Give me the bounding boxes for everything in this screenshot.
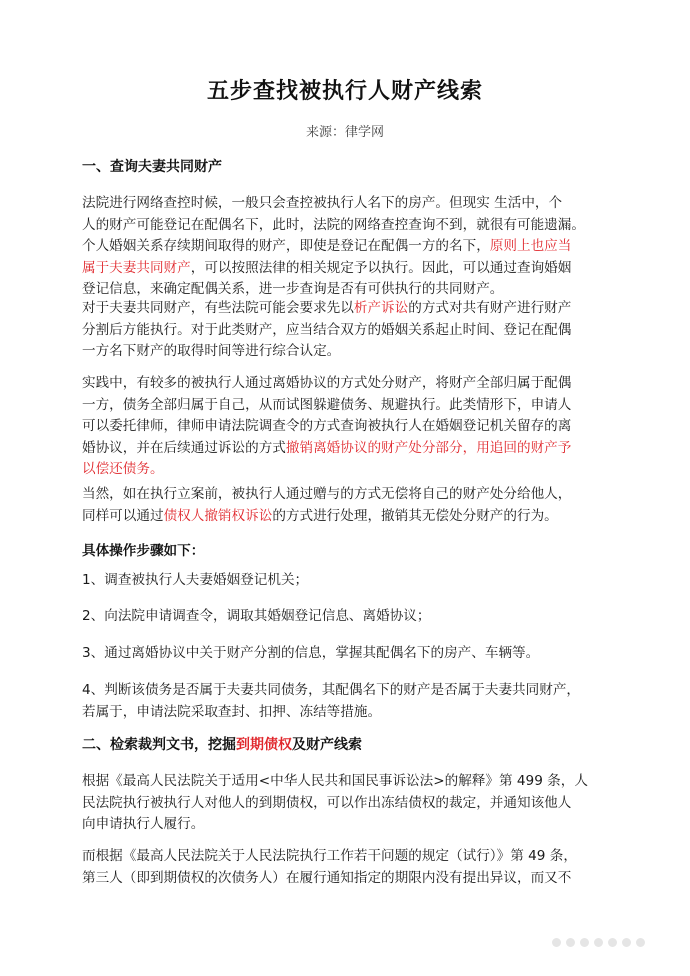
heading-span: 及财产线索 — [292, 737, 362, 753]
text-line: 根据《最高人民法院关于适用<中华人民共和国民事诉讼法>的解释》第 499 条，人 — [82, 773, 588, 789]
text-line: 分割后方能执行。对于此类财产，应当结合双方的婚姻关系起止时间、登记在配偶 — [82, 321, 572, 338]
text-line: 人的财产可能登记在配偶名下，此时，法院的网络查控查询不到，就很有可能遗漏。 — [82, 216, 585, 233]
paragraph — [82, 373, 612, 481]
text-line: 向申请执行人履行。 — [82, 816, 205, 832]
paragraph — [82, 484, 612, 527]
text-span: 个人婚姻关系存续期间取得的财产，即使是登记在配偶一方的名下， — [82, 238, 490, 254]
paragraph — [82, 298, 612, 363]
text-line — [82, 459, 612, 481]
highlight-text: 析产诉讼 — [353, 300, 409, 316]
page-dot — [622, 938, 631, 947]
highlight-text: 到期债权 — [236, 737, 292, 753]
page-dot — [594, 938, 603, 947]
text-line: 一方名下财产的取得时间等进行综合认定。 — [82, 343, 341, 359]
text-line: 一方，债务全部归属于自己，从而试图躲避债务、规避执行。此类情形下，申请人 — [82, 396, 572, 413]
text-line — [82, 258, 612, 280]
text-line: 4、判断该债务是否属于夫妻共同债务，其配偶名下的财产是否属于夫妻共同财产， — [82, 682, 581, 698]
page-dot — [608, 938, 617, 947]
paragraph — [82, 846, 612, 889]
text-span: 的方式对共有财产进行财产 — [408, 300, 572, 316]
text-line: 第三人（即到期债权的次债务人）在履行通知指定的期限内没有提出异议，而又不 — [82, 869, 572, 886]
section-heading-2 — [82, 734, 362, 754]
pagination-dots — [552, 938, 645, 947]
text-span: 的方式进行处理，撤销其无偿处分财产的行为。 — [272, 507, 558, 524]
paragraph — [82, 193, 612, 301]
step-item: 1、调查被执行人夫妻婚姻登记机关； — [82, 572, 309, 588]
text-line: 实践中，有较多的被执行人通过离婚协议的方式处分财产，将财产全部归属于配偶 — [82, 375, 572, 391]
page-dot — [566, 938, 575, 947]
text-line: 登记信息，来确定配偶关系，进一步查询是否有可供执行的共同财产。 — [82, 281, 504, 297]
text-line: 而根据《最高人民法院关于人民法院执行工作若干问题的规定（试行）》第 49 条， — [82, 848, 577, 864]
highlight-text: 债权人撤销权诉讼 — [163, 507, 273, 524]
text-line — [82, 298, 612, 320]
heading-span: 二、检索裁判文书，挖掘 — [82, 737, 236, 753]
text-line: 法院进行网络查控时候，一般只会查控被执行人名下的房产。但现实 生活中，个 — [82, 195, 563, 211]
text-line: 民法院执行被执行人对他人的到期债权，可以作出冻结债权的裁定，并通知该他人 — [82, 794, 572, 811]
text-span: 同样可以通过 — [82, 507, 164, 524]
text-line: 可以委托律师，律师申请法院调查令的方式查询被执行人在婚姻登记机关留存的离 — [82, 418, 572, 434]
highlight-text: 撤销离婚协议的财产处分部分，用追回的财产予 — [285, 439, 572, 456]
page-dot — [552, 938, 561, 947]
page-dot — [636, 938, 645, 947]
page-dot — [580, 938, 589, 947]
text-line — [82, 506, 612, 528]
text-span: 婚协议，并在后续通过诉讼的方式 — [82, 439, 286, 456]
step-item: 2、向法院申请调查令，调取其婚姻登记信息、离婚协议； — [82, 608, 431, 624]
text-span: 对于夫妻共同财产，有些法院可能会要求先以 — [82, 300, 354, 316]
text-line: 若属于，申请法院采取查封、扣押、冻结等措施。 — [82, 703, 382, 720]
section-heading-1: 一、查询夫妻共同财产 — [82, 159, 222, 175]
document-title: 五步查找被执行人财产线索 — [206, 79, 483, 104]
text-line — [82, 236, 612, 258]
paragraph — [82, 771, 612, 836]
step-item — [82, 680, 612, 723]
step-item: 3、通过离婚协议中关于财产分割的信息，掌握其配偶名下的房产、车辆等。 — [82, 645, 540, 661]
highlight-text: 原则上也应当 — [489, 238, 572, 254]
text-line: 当然，如在执行立案前，被执行人通过赠与的方式无偿将自己的财产处分给他人， — [82, 486, 572, 502]
text-line — [82, 438, 612, 460]
highlight-text: 属于夫妻共同财产 — [82, 259, 191, 276]
source-line: 来源：律学网 — [305, 125, 384, 140]
steps-heading: 具体操作步骤如下： — [82, 543, 205, 559]
text-span: ，可以按照法律的相关规定予以执行。因此，可以通过查询婚姻 — [190, 259, 572, 276]
highlight-text: 以偿还债务。 — [82, 461, 164, 477]
